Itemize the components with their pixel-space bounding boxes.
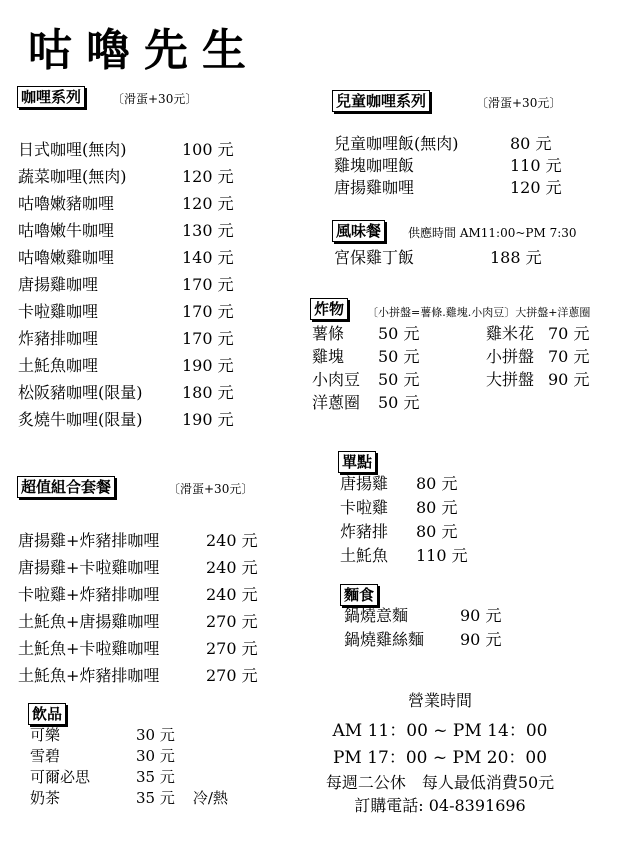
menu-item-price: 80 元 <box>416 498 458 517</box>
menu-item-name: 唐揚雞咖哩 <box>334 178 415 197</box>
fried-note: 〔小拼盤=薯條.雞塊.小肉豆〕大拼盤+洋蔥圈 <box>367 306 591 319</box>
noodles-header: 麵食 <box>340 584 378 606</box>
menu-item <box>18 406 234 433</box>
menu-item-name: 松阪豬咖哩(限量) <box>18 383 143 402</box>
menu-item-price: 70 元 <box>548 347 590 366</box>
menu-item-price: 50 元 <box>378 324 420 343</box>
menu-item-name: 日式咖哩(無肉) <box>18 140 127 159</box>
menu-item-name: 鍋燒意麵 <box>344 606 409 625</box>
menu-item <box>312 322 419 345</box>
menu-item-price: 120 元 <box>182 194 234 213</box>
menu-item-name: 炸豬排咖哩 <box>18 329 99 348</box>
menu-item-name: 唐揚雞咖哩 <box>18 275 99 294</box>
menu-item <box>312 345 419 368</box>
flavor-list <box>334 244 542 271</box>
menu-item-name: 炸豬排 <box>340 522 389 541</box>
menu-item <box>334 177 562 199</box>
menu-item-name: 唐揚雞+炸豬排咖哩 <box>18 531 160 550</box>
menu-item-price: 170 元 <box>182 275 234 294</box>
menu-item-price: 170 元 <box>182 329 234 348</box>
menu-item <box>18 271 234 298</box>
menu-item-name: 土魠魚+卡啦雞咖哩 <box>18 639 160 658</box>
menu-item-name: 唐揚雞 <box>340 474 389 493</box>
menu-item <box>18 662 258 689</box>
menu-item <box>18 190 234 217</box>
menu-item-price: 270 元 <box>206 639 258 658</box>
menu-item <box>334 155 562 177</box>
menu-item <box>18 352 234 379</box>
menu-item-name: 卡啦雞咖哩 <box>18 302 99 321</box>
menu-item <box>18 608 258 635</box>
drinks-header: 飲品 <box>28 703 66 725</box>
menu-item-price: 80 元 <box>510 134 552 153</box>
menu-item-price: 270 元 <box>206 612 258 631</box>
menu-item <box>334 244 542 271</box>
menu-item <box>18 136 234 163</box>
menu-item-price: 190 元 <box>182 356 234 375</box>
menu-item-name: 可爾必思 <box>30 768 91 786</box>
menu-item <box>344 628 501 652</box>
menu-item-name: 土魠魚+炸豬排咖哩 <box>18 666 160 685</box>
fried-left-list <box>312 322 419 414</box>
kids-header: 兒童咖哩系列 <box>332 90 430 112</box>
menu-item-name: 奶茶 <box>30 789 61 807</box>
menu-item-price: 190 元 <box>182 410 234 429</box>
curry-header: 咖哩系列 <box>17 86 85 108</box>
menu-item-name: 大拼盤 <box>486 370 535 389</box>
combo-list <box>18 527 258 689</box>
menu-item-name: 卡啦雞 <box>340 498 389 517</box>
menu-item-name: 小拼盤 <box>486 347 535 366</box>
menu-item-price: 188 元 <box>490 248 542 267</box>
menu-item-name: 炙燒牛咖哩(限量) <box>18 410 143 429</box>
menu-item-price: 140 元 <box>182 248 234 267</box>
hours-evening: PM 17：00 ~ PM 20：00 <box>332 748 548 768</box>
menu-item-name: 咕嚕嫩豬咖哩 <box>18 194 115 213</box>
fried-right-list <box>486 322 589 391</box>
closed-and-minimum: 每週二公休 每人最低消費50元 <box>325 773 555 792</box>
menu-item <box>340 496 468 520</box>
menu-item-name: 可樂 <box>30 726 61 744</box>
hours-title: 營業時間 <box>407 691 472 710</box>
single-list <box>340 472 468 568</box>
menu-item <box>486 322 589 345</box>
menu-item-name: 兒童咖哩飯(無肉) <box>334 134 459 153</box>
menu-item-price: 240 元 <box>206 531 258 550</box>
menu-item <box>344 604 501 628</box>
menu-item <box>486 368 589 391</box>
menu-item-name: 洋蔥圈 <box>312 393 361 412</box>
menu-item <box>18 379 234 406</box>
menu-item-price: 35 元 <box>136 768 175 786</box>
menu-item-price: 180 元 <box>182 383 234 402</box>
menu-item-price: 270 元 <box>206 666 258 685</box>
flavor-note: 供應時間 AM11:00~PM 7:30 <box>408 226 577 240</box>
hours-morning: AM 11：00 ~ PM 14：00 <box>332 721 548 741</box>
menu-item-name: 土魠魚+唐揚雞咖哩 <box>18 612 160 631</box>
menu-item <box>18 554 258 581</box>
menu-item <box>312 368 419 391</box>
menu-item-price: 90 元 <box>460 630 502 649</box>
menu-item-price: 240 元 <box>206 558 258 577</box>
menu-item-price: 90 元 <box>460 606 502 625</box>
menu-item <box>18 581 258 608</box>
menu-item-note: 冷/熱 <box>192 789 228 807</box>
noodles-list <box>344 604 501 652</box>
menu-item <box>340 544 468 568</box>
menu-item <box>30 725 228 746</box>
menu-item-price: 100 元 <box>182 140 234 159</box>
menu-item-price: 50 元 <box>378 347 420 366</box>
curry-note: 〔滑蛋+30元〕 <box>112 92 198 106</box>
curry-list <box>18 136 234 433</box>
kids-note: 〔滑蛋+30元〕 <box>476 96 562 110</box>
menu-item-price: 170 元 <box>182 302 234 321</box>
menu-item-price: 120 元 <box>182 167 234 186</box>
menu-item-price: 240 元 <box>206 585 258 604</box>
menu-item <box>486 345 589 368</box>
restaurant-title: 咕嚕先生 <box>28 25 260 76</box>
menu-item <box>340 472 468 496</box>
menu-item-name: 咕嚕嫩雞咖哩 <box>18 248 115 267</box>
menu-item-price: 120 元 <box>510 178 562 197</box>
menu-item-name: 土魠魚咖哩 <box>18 356 99 375</box>
menu-item-name: 土魠魚 <box>340 546 389 565</box>
single-header: 單點 <box>338 451 376 473</box>
menu-item <box>18 244 234 271</box>
menu-item-price: 35 元 <box>136 789 175 807</box>
menu-item <box>18 527 258 554</box>
menu-item <box>30 767 228 788</box>
menu-item <box>30 788 228 809</box>
menu-item-price: 130 元 <box>182 221 234 240</box>
menu-item-name: 唐揚雞+卡啦雞咖哩 <box>18 558 160 577</box>
menu-item-price: 80 元 <box>416 522 458 541</box>
menu-item <box>30 746 228 767</box>
menu-item-price: 110 元 <box>416 546 468 565</box>
menu-item <box>334 133 562 155</box>
drinks-list <box>30 725 228 809</box>
menu-item-name: 雪碧 <box>30 747 61 765</box>
menu-item-price: 50 元 <box>378 370 420 389</box>
menu-item <box>18 635 258 662</box>
menu-item-name: 薯條 <box>312 324 345 343</box>
combo-header: 超值組合套餐 <box>17 476 115 498</box>
menu-item <box>18 217 234 244</box>
menu-item-price: 90 元 <box>548 370 590 389</box>
kids-list <box>334 133 562 199</box>
menu-item-price: 30 元 <box>136 726 175 744</box>
combo-note: 〔滑蛋+30元〕 <box>168 482 254 496</box>
menu-item <box>18 163 234 190</box>
menu-item-price: 50 元 <box>378 393 420 412</box>
menu-item <box>312 391 419 414</box>
menu-item-price: 70 元 <box>548 324 590 343</box>
menu-item-name: 蔬菜咖哩(無肉) <box>18 167 127 186</box>
menu-item-name: 雞塊 <box>312 347 345 366</box>
menu-item-price: 80 元 <box>416 474 458 493</box>
menu-item-name: 咕嚕嫩牛咖哩 <box>18 221 115 240</box>
menu-item-name: 宮保雞丁飯 <box>334 248 415 267</box>
menu-item-name: 小肉豆 <box>312 370 361 389</box>
menu-item <box>18 325 234 352</box>
flavor-header: 風味餐 <box>332 220 385 242</box>
menu-item-name: 鍋燒雞絲麵 <box>344 630 425 649</box>
menu-item-name: 雞米花 <box>486 324 535 343</box>
menu-item-name: 雞塊咖哩飯 <box>334 156 415 175</box>
menu-item-price: 110 元 <box>510 156 562 175</box>
menu-item-name: 卡啦雞+炸豬排咖哩 <box>18 585 160 604</box>
fried-header: 炸物 <box>310 298 348 320</box>
menu-item <box>340 520 468 544</box>
menu-item <box>18 298 234 325</box>
menu-item-price: 30 元 <box>136 747 175 765</box>
order-phone: 訂購電話: 04-8391696 <box>354 796 526 815</box>
